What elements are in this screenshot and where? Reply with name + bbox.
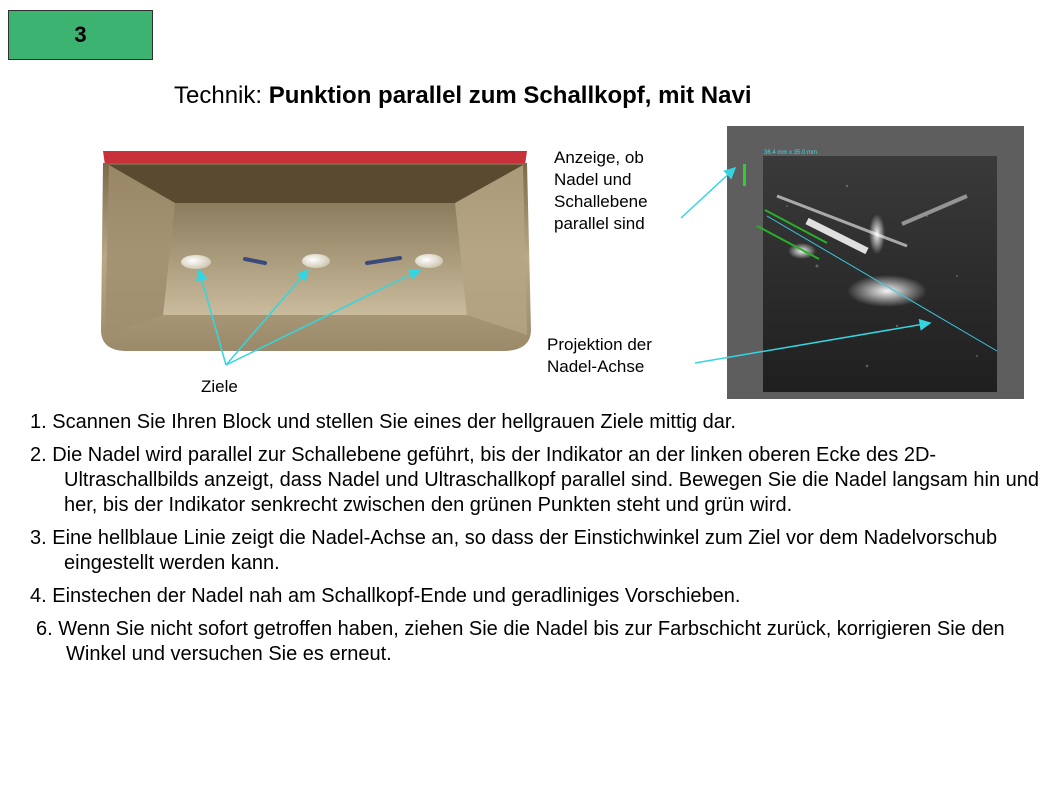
- block-red-rim: [103, 151, 527, 165]
- title-prefix: Technik:: [174, 82, 269, 109]
- indicator-line-3: Schallebene: [554, 192, 648, 211]
- target-2: [302, 254, 330, 268]
- step-2: 2. Die Nadel wird parallel zur Schallebene geführt, bis der Indikator an der linken oberen Ecke des 2D-Ultraschallbilds anzeigt, dass Nadel und Ultraschallkopf parallel sind. Bewegen Sie die Nadel langsam hin und her, bis der Indikator senkrecht zwischen den grünen Punkten steht und grün wird.: [30, 444, 1039, 516]
- title-bold: Punktion parallel zum Schallkopf, mit Navi: [268, 82, 752, 109]
- instruction-steps: [30, 410, 1050, 675]
- slide-number-badge: [8, 10, 153, 60]
- indicator-annotation: [554, 147, 694, 235]
- step-4: 4. Einstechen der Nadel nah am Schallkopf-Ende und geradliniges Vorschieben.: [30, 585, 741, 607]
- projection-annotation: [547, 334, 717, 378]
- projection-line-1: Projektion der: [547, 335, 652, 354]
- target-3: [415, 254, 443, 268]
- phantom-block-image: [95, 145, 545, 355]
- size-readout: 36.4 mm x 35.0 mm: [764, 150, 818, 156]
- ultrasound-image: [727, 126, 1024, 399]
- step-1: 1. Scannen Sie Ihren Block und stellen Sie eines der hellgrauen Ziele mittig dar.: [30, 411, 736, 433]
- targets-annotation: Ziele: [201, 377, 238, 396]
- indicator-line-1: Anzeige, ob: [554, 148, 644, 167]
- parallel-indicator: [743, 164, 746, 186]
- slide-number: 3: [74, 22, 87, 47]
- step-6: 6. Wenn Sie nicht sofort getroffen haben, ziehen Sie die Nadel bis zur Farbschicht zurück, korrigieren Sie den Winkel und versuchen Sie es erneut.: [36, 618, 1005, 665]
- indicator-line-2: Nadel und: [554, 170, 632, 189]
- indicator-line-4: parallel sind: [554, 214, 645, 233]
- slide-title: [174, 82, 751, 110]
- step-3: 3. Eine hellblaue Linie zeigt die Nadel-Achse an, so dass der Einstichwinkel zum Ziel vor dem Nadelvorschub eingestellt werden kann.: [30, 527, 998, 574]
- target-1: [181, 255, 211, 269]
- projection-line-2: Nadel-Achse: [547, 357, 645, 376]
